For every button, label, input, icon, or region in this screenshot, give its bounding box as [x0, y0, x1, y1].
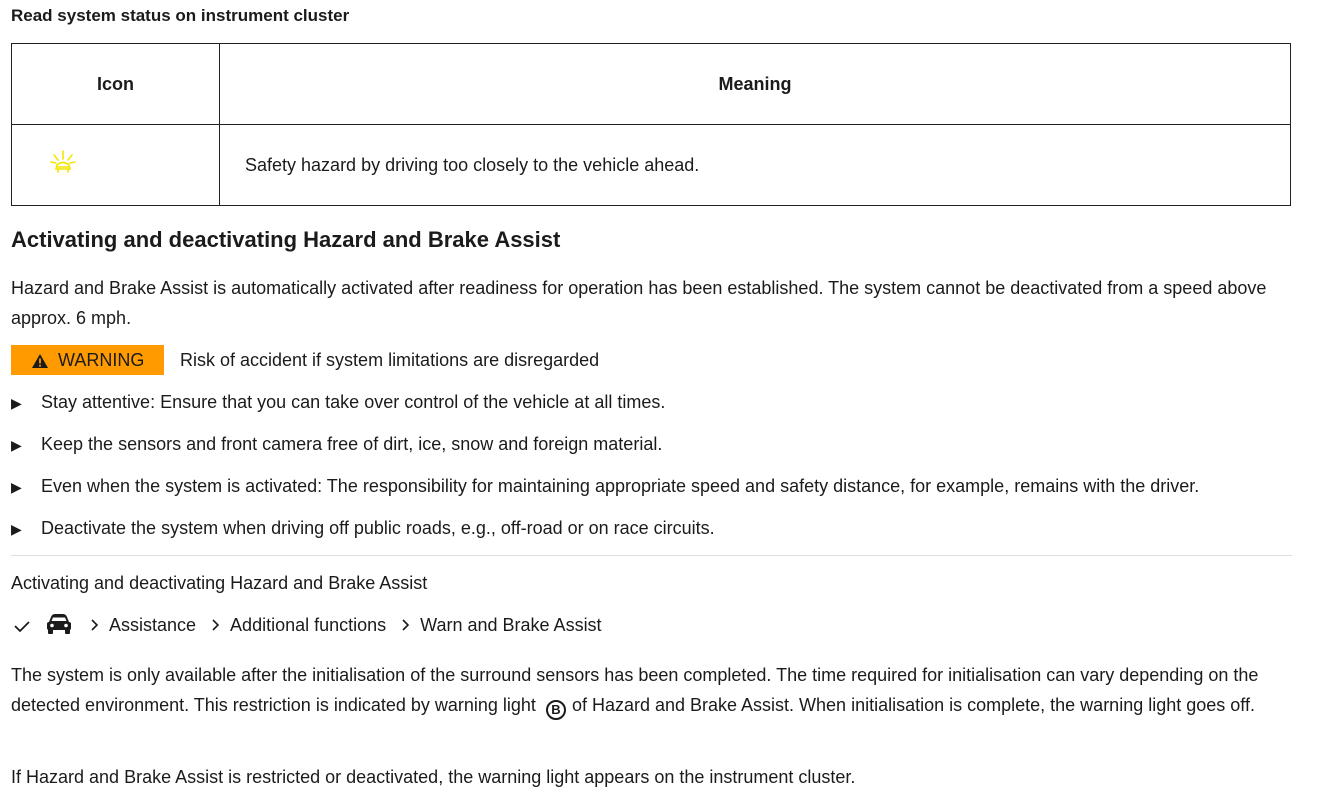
breadcrumb-label: Assistance — [109, 614, 197, 635]
section-heading: Activating and deactivating Hazard and Brake Assist — [11, 227, 561, 252]
breadcrumb-item-additional-functions[interactable] — [196, 615, 386, 636]
list-item — [11, 513, 715, 544]
procedure-caption: Activating and deactivating Hazard and Brake Assist — [11, 573, 428, 593]
bullet-text: Stay attentive: Ensure that you can take over control of the vehicle at all times. — [41, 392, 666, 412]
meaning-cell: Safety hazard by driving too closely to the vehicle ahead. — [220, 125, 1291, 206]
bullet-arrow-icon: ▶ — [11, 479, 22, 495]
body-text: The system is only available after the initialisation of the surround sensors has been completed. The time required for initialisation can vary depending on the detected environment. This restriction is indicated by warning light — [11, 665, 1259, 715]
body-paragraph — [11, 660, 1301, 720]
body-text: of Hazard and Brake Assist. When initialisation is complete, the warning light goes off. — [571, 695, 1255, 715]
warning-triangle-icon — [31, 353, 49, 369]
chevron-right-icon — [402, 615, 410, 636]
section-caption: Read system status on instrument cluster — [11, 6, 350, 25]
list-item — [11, 429, 662, 460]
list-item — [11, 387, 665, 418]
warning-light-b-icon: B — [546, 700, 566, 720]
breadcrumb-label: Additional functions — [230, 614, 387, 635]
status-paragraph: If Hazard and Brake Assist is restricted or deactivated, the warning light appears on the instrument cluster. — [11, 767, 856, 787]
warning-badge — [11, 345, 164, 375]
breadcrumb-label: Warn and Brake Assist — [420, 614, 602, 635]
distance-warning-icon — [48, 148, 78, 178]
meaning-column-header: Meaning — [220, 44, 1291, 125]
breadcrumb — [11, 610, 602, 640]
status-table — [11, 43, 1291, 206]
car-icon — [45, 613, 75, 637]
bullet-text: Keep the sensors and front camera free of dirt, ice, snow and foreign material. — [41, 434, 663, 454]
bullet-text: Deactivate the system when driving off public roads, e.g., off-road or on race circuits. — [41, 518, 715, 538]
warning-label: WARNING — [58, 350, 145, 370]
list-item — [11, 471, 1199, 502]
breadcrumb-item-assistance[interactable] — [75, 615, 196, 636]
bullet-arrow-icon: ▶ — [11, 437, 22, 453]
bullet-text: Even when the system is activated: The responsibility for maintaining appropriate speed and safety distance, for example, remains with the driver. — [41, 476, 1200, 496]
icon-column-header: Icon — [12, 44, 220, 125]
bullet-arrow-icon: ▶ — [11, 395, 22, 411]
breadcrumb-item-warn-and-brake-assist[interactable] — [386, 615, 601, 636]
chevron-right-icon — [212, 615, 220, 636]
bullet-arrow-icon: ▶ — [11, 521, 22, 537]
chevron-right-icon — [91, 615, 99, 636]
table-row — [12, 125, 1291, 206]
intro-paragraph: Hazard and Brake Assist is automatically activated after readiness for operation has been established. The system cannot be deactivated from a speed above approx. 6 mph. — [11, 278, 1267, 328]
icon-cell — [12, 125, 220, 206]
warning-text: Risk of accident if system limitations are disregarded — [180, 350, 600, 370]
checkmark-icon — [11, 614, 33, 636]
table-header-row — [12, 44, 1291, 125]
divider — [11, 555, 1292, 556]
